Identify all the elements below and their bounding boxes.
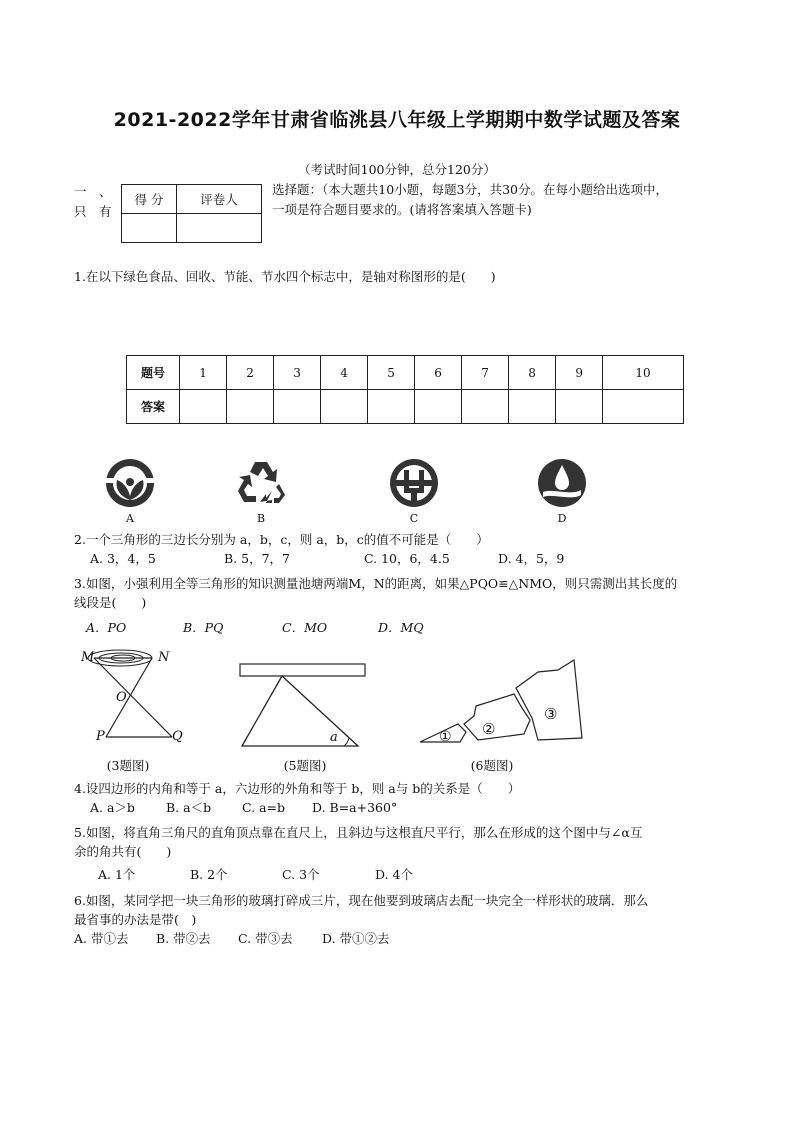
section-desc-1: 选择题：（本大题共10小题，每题3分，共30分。在每小题给出选项中，	[272, 182, 669, 197]
q2-option-d[interactable]: D. 4，5，9	[498, 551, 565, 566]
water-saving-logo-icon	[537, 458, 587, 508]
answer-cell[interactable]	[180, 390, 227, 424]
question-number: 4	[321, 356, 368, 390]
option-label-c: C	[409, 512, 419, 525]
q3-option-b[interactable]: B．PQ	[183, 620, 224, 635]
green-food-logo-icon	[105, 458, 155, 508]
question-1: 1.在以下绿色食品、回收、节能、节水四个标志中，是轴对称图形的是( )	[74, 269, 496, 284]
point-n-label: N	[158, 650, 170, 665]
exam-info: （考试时间100分钟，总分120分）	[298, 162, 496, 177]
answer-cell[interactable]	[603, 390, 684, 424]
answer-cell[interactable]	[321, 390, 368, 424]
score-box	[121, 184, 262, 243]
grader-cell[interactable]	[177, 214, 262, 243]
answer-cell[interactable]	[274, 390, 321, 424]
answer-cell[interactable]	[368, 390, 415, 424]
q5-option-b[interactable]: B. 2个	[190, 867, 228, 882]
point-q-label: Q	[172, 729, 183, 744]
question-3-line-2: 线段是( )	[74, 595, 147, 610]
question-number: 10	[603, 356, 684, 390]
q3-option-a[interactable]: A．PO	[86, 620, 127, 635]
answer-cell[interactable]	[509, 390, 556, 424]
q6-option-d[interactable]: D. 带①②去	[322, 931, 390, 946]
question-5-line-2: 余的角共有( )	[74, 844, 172, 859]
question-number: 5	[368, 356, 415, 390]
grader-label: 评卷人	[177, 185, 262, 214]
figure-5-ruler-triangle	[238, 662, 368, 752]
option-label-b: B	[256, 512, 266, 525]
score-label: 得 分	[122, 185, 177, 214]
figure-5-caption: (5题图)	[283, 758, 327, 773]
energy-saving-logo-icon	[389, 458, 439, 508]
q4-option-a[interactable]: A. a＞b	[90, 800, 135, 815]
question-number: 8	[509, 356, 556, 390]
answer-cell[interactable]	[415, 390, 462, 424]
q2-option-a[interactable]: A. 3，4，5	[90, 551, 156, 566]
answer-table-header-answer: 答案	[127, 390, 180, 424]
q2-option-c[interactable]: C. 10，6，4.5	[364, 551, 450, 566]
q4-option-d[interactable]: D. B=a+360°	[312, 800, 398, 815]
question-2: 2.一个三角形的三边长分别为 a，b，c，则 a，b，c的值不可能是（ ）	[74, 532, 489, 547]
q5-option-a[interactable]: A. 1个	[98, 867, 136, 882]
answer-cell[interactable]	[462, 390, 509, 424]
question-6-line-2: 最省事的办法是带( )	[74, 912, 197, 927]
section-prefix-1: 一 、	[74, 184, 112, 199]
q5-option-c[interactable]: C. 3个	[282, 867, 320, 882]
q3-option-d[interactable]: D．MQ	[378, 620, 424, 635]
answer-cell[interactable]	[556, 390, 603, 424]
question-number: 7	[462, 356, 509, 390]
q6-option-c[interactable]: C. 带③去	[238, 931, 293, 946]
point-m-label: M	[81, 650, 95, 665]
figure-6-caption: (6题图)	[470, 758, 514, 773]
q6-option-a[interactable]: A. 带①去	[74, 931, 129, 946]
page-title: 2021-2022学年甘肃省临洮县八年级上学期期中数学试题及答案	[113, 109, 681, 131]
question-number: 2	[227, 356, 274, 390]
section-prefix-2: 只 有	[74, 204, 112, 219]
answer-cell[interactable]	[227, 390, 274, 424]
answer-table	[126, 355, 684, 424]
question-6-line-1: 6.如图，某同学把一块三角形的玻璃打碎成三片，现在他要到玻璃店去配一块完全一样形状的玻璃．那么	[74, 893, 649, 908]
q3-option-c[interactable]: C．MO	[282, 620, 328, 635]
q4-option-c[interactable]: C. a=b	[242, 800, 285, 815]
question-number: 1	[180, 356, 227, 390]
piece-1-label: ①	[439, 729, 452, 745]
question-3-line-1: 3.如图，小强利用全等三角形的知识测量池塘两端M，N的距离，如果△PQO≌△NMO，则只需测出其长度的	[74, 576, 678, 591]
q6-option-b[interactable]: B. 带②去	[156, 931, 211, 946]
piece-3-label: ③	[544, 705, 558, 723]
point-p-label: P	[96, 729, 105, 744]
section-desc-2: 一项是符合题目要求的。(请将答案填入答题卡)	[272, 202, 532, 217]
question-number: 6	[415, 356, 462, 390]
q2-option-b[interactable]: B. 5，7，7	[224, 551, 290, 566]
point-o-label: O	[116, 690, 127, 705]
option-label-d: D	[557, 512, 567, 525]
angle-alpha-label: a	[330, 730, 338, 745]
answer-table-header-number: 题号	[127, 356, 180, 390]
score-cell[interactable]	[122, 214, 177, 243]
question-4: 4.设四边形的内角和等于 a，六边形的外角和等于 b，则 a与 b的关系是（ ）	[74, 781, 521, 796]
recycle-logo-icon	[236, 458, 286, 506]
figure-3-caption: (3题图)	[106, 758, 150, 773]
option-label-a: A	[126, 512, 134, 525]
q4-option-b[interactable]: B. a＜b	[166, 800, 212, 815]
piece-2-label: ②	[482, 720, 496, 738]
question-number: 9	[556, 356, 603, 390]
question-5-line-1: 5.如图，将直角三角尺的直角顶点靠在直尺上，且斜边与这根直尺平行，那么在形成的这个图中与∠α互	[74, 825, 643, 840]
q5-option-d[interactable]: D. 4个	[375, 867, 413, 882]
question-number: 3	[274, 356, 321, 390]
